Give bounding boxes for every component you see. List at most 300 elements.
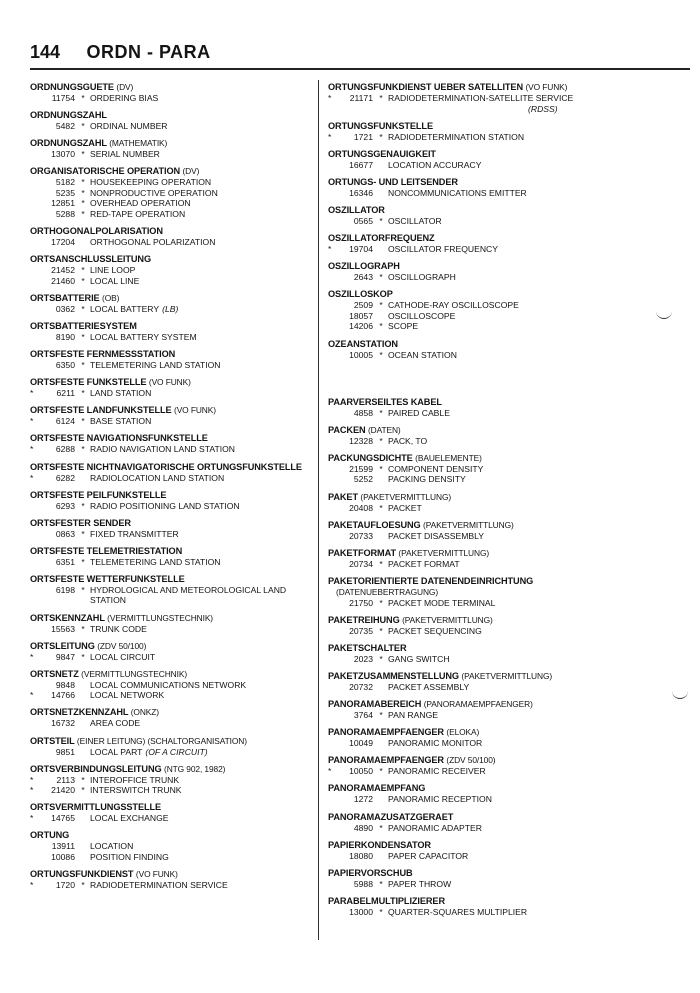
headword-qualifier: (DATENUEBERTRAGUNG) (336, 586, 439, 597)
english-term: RADIO POSITIONING LAND STATION (90, 500, 240, 511)
standard-marker: * (30, 416, 34, 427)
term-number: 10049 (349, 738, 373, 749)
translation-row (30, 177, 330, 188)
translation-row (30, 557, 330, 568)
translation-row (30, 680, 330, 691)
english-term: LOCAL LINE (90, 275, 140, 286)
dictionary-entry (328, 492, 658, 514)
preferred-marker: * (379, 653, 383, 664)
translation-row (328, 766, 658, 777)
headword-text: OSZILLATOR (328, 204, 385, 215)
entry-headword (328, 233, 658, 244)
term-number: 20408 (349, 502, 373, 513)
translation-row (328, 244, 658, 255)
entry-headword (328, 699, 658, 710)
entry-headword (30, 254, 330, 265)
english-term: PAPER CAPACITOR (388, 850, 469, 861)
english-term: FIXED TRANSMITTER (90, 528, 179, 539)
term-number: 18057 (349, 310, 373, 321)
english-term: CATHODE-RAY OSCILLOSCOPE (388, 300, 519, 311)
translation-row (328, 531, 658, 542)
translation-row (30, 276, 330, 287)
term-number: 13000 (349, 906, 373, 917)
term-number: 5988 (353, 878, 373, 889)
translation-row (30, 652, 330, 663)
standard-marker: * (328, 131, 332, 142)
headword-text: ORTSFESTE NICHTNAVIGATORISCHE ORTUNGSFUNKSTELLE (30, 461, 302, 472)
entry-headword (328, 643, 658, 654)
english-term: INTERSWITCH TRUNK (90, 785, 182, 796)
standard-marker: * (30, 774, 34, 785)
translation-row (328, 626, 658, 637)
english-term: TELEMETERING LAND STATION (90, 360, 221, 371)
entry-headword (30, 82, 330, 93)
term-number: 0565 (353, 215, 373, 226)
dictionary-entry (328, 177, 658, 199)
entry-headword (30, 764, 330, 775)
translation-row (30, 198, 330, 209)
standard-marker: * (328, 766, 332, 777)
dictionary-entry (30, 321, 330, 343)
term-number: 13911 (51, 841, 75, 852)
preferred-marker: * (81, 880, 85, 891)
preferred-marker: * (379, 463, 383, 474)
translation-row (328, 851, 658, 862)
translation-row (30, 841, 330, 852)
english-term: PACKET DISASSEMBLY (388, 530, 484, 541)
page-title: ORDN - PARA (86, 42, 211, 62)
translation-row (30, 529, 330, 540)
english-term: GANG SWITCH (388, 653, 450, 664)
term-number: 2113 (56, 774, 75, 785)
entry-headword (30, 405, 330, 416)
english-term: PACKET (388, 502, 422, 513)
entry-headword (328, 755, 658, 766)
headword-text: ORTUNGS- UND LEITSENDER (328, 176, 458, 187)
translation-row (30, 690, 330, 701)
headword-text: PAPIERVORSCHUB (328, 867, 413, 878)
margin-mark (672, 690, 688, 699)
headword-qualifier: (VO FUNK) (174, 405, 216, 416)
translation-row (328, 160, 658, 171)
term-number: 21460 (51, 275, 75, 286)
standard-marker: * (30, 472, 34, 483)
headword-text: PAKET (328, 491, 358, 502)
translation-row (30, 149, 330, 160)
translation-row (328, 93, 658, 104)
preferred-marker: * (379, 906, 383, 917)
dictionary-entry (30, 869, 330, 891)
dictionary-entry (30, 349, 330, 371)
term-abbreviation: (LB) (162, 303, 179, 314)
headword-text: PANORAMAEMPFANG (328, 783, 426, 794)
entry-headword (328, 840, 658, 851)
preferred-marker: * (81, 121, 85, 132)
term-number: 6351 (55, 556, 75, 567)
headword-qualifier: (PAKETVERMITTLUNG) (398, 547, 490, 558)
term-number: 21750 (349, 597, 373, 608)
english-term: PANORAMIC MONITOR (388, 738, 483, 749)
term-number: 5252 (353, 474, 373, 485)
dictionary-entry (328, 896, 658, 918)
preferred-marker: * (81, 556, 85, 567)
margin-mark (656, 310, 672, 319)
headword-text: ORTUNGSGENAUIGKEIT (328, 148, 436, 159)
translation-row (30, 718, 330, 729)
dictionary-entry (30, 166, 330, 219)
term-number: 16677 (349, 159, 373, 170)
term-abbreviation: (OF A CIRCUIT) (145, 746, 208, 757)
term-number: 0863 (55, 528, 75, 539)
english-term: TELEMETERING LAND STATION (90, 556, 221, 567)
entry-headword-continuation (328, 587, 658, 598)
headword-text: ORDNUNGSGUETE (30, 82, 114, 92)
entry-headword (30, 226, 330, 237)
headword-text: ORTSFESTE FERNMESSSTATION (30, 349, 176, 360)
left-column (30, 82, 330, 897)
dictionary-entry (328, 783, 658, 805)
preferred-marker: * (81, 528, 85, 539)
entry-headword (328, 548, 658, 559)
term-number: 9851 (55, 746, 75, 757)
term-abbreviation: (RDSS) (528, 103, 558, 114)
headword-text: PANORAMAZUSATZGERAET (328, 811, 454, 822)
standard-marker: * (30, 690, 34, 701)
preferred-marker: * (81, 198, 85, 209)
preferred-marker: * (379, 407, 383, 418)
english-term: RADIODETERMINATION SERVICE (90, 880, 228, 891)
headword-qualifier: (DATEN) (367, 424, 401, 435)
preferred-marker: * (81, 209, 85, 220)
preferred-marker: * (81, 265, 85, 276)
headword-text: ORTHOGONALPOLARISATION (30, 226, 163, 237)
standard-marker: * (328, 93, 332, 103)
term-number: 20733 (349, 530, 373, 541)
translation-row (30, 360, 330, 371)
dictionary-entry (328, 453, 658, 485)
headword-qualifier: (BAUELEMENTE) (415, 452, 482, 463)
preferred-marker: * (379, 625, 383, 636)
entry-headword (30, 110, 330, 121)
term-number: 19704 (349, 244, 373, 255)
dictionary-entry (328, 840, 658, 862)
headword-qualifier: (ONKZ) (130, 707, 159, 718)
preferred-marker: * (81, 444, 85, 455)
dictionary-entry (30, 613, 330, 635)
english-term: RADIODETERMINATION STATION (388, 131, 525, 142)
entry-headword (30, 349, 330, 360)
term-number: 10050 (349, 766, 373, 777)
term-number: 18080 (349, 850, 373, 861)
entry-headword (328, 671, 658, 682)
headword-text: ORGANISATORISCHE OPERATION (30, 166, 181, 177)
english-term: LOCAL NETWORK (90, 690, 165, 701)
headword-qualifier: (VO FUNK) (525, 82, 568, 92)
dictionary-entry (328, 868, 658, 890)
dictionary-entry (30, 293, 330, 315)
translation-row (328, 907, 658, 918)
standard-marker: * (30, 651, 34, 662)
preferred-marker: * (81, 360, 85, 371)
preferred-marker: * (81, 187, 85, 198)
headword-text: ORTSFESTE FUNKSTELLE (30, 377, 147, 388)
entry-headword (30, 613, 330, 624)
english-term: OCEAN STATION (388, 349, 457, 360)
english-term: AREA CODE (90, 718, 141, 729)
term-number: 21452 (51, 265, 75, 276)
preferred-marker: * (81, 93, 85, 103)
english-term: ORDERING BIAS (90, 93, 159, 103)
english-term: PANORAMIC RECEPTION (388, 794, 492, 805)
term-number: 5182 (55, 177, 75, 188)
term-number: 2509 (353, 300, 373, 311)
english-term: LOCAL CIRCUIT (90, 651, 156, 662)
dictionary-entry (328, 149, 658, 171)
headword-qualifier: (EINER LEITUNG) (SCHALTORGANISATION) (76, 735, 247, 746)
term-number: 20734 (349, 558, 373, 569)
term-number: 21599 (349, 463, 373, 474)
translation-row (328, 710, 658, 721)
translation-row (328, 321, 658, 332)
english-term: HYDROLOGICAL AND METEOROLOGICAL LAND STATION (90, 584, 287, 606)
dictionary-entry (30, 82, 330, 104)
headword-qualifier: (DV) (116, 82, 134, 92)
translation-row-continuation (328, 104, 658, 115)
dictionary-entry (328, 339, 658, 361)
term-number: 6288 (55, 444, 75, 455)
term-number: 10086 (51, 852, 75, 862)
dictionary-entry (30, 462, 330, 484)
entry-headword (328, 576, 658, 587)
preferred-marker: * (379, 321, 383, 332)
preferred-marker: * (81, 584, 85, 595)
headword-qualifier: (MATHEMATIK) (109, 138, 168, 149)
english-term: SERIAL NUMBER (90, 149, 160, 160)
translation-row (328, 823, 658, 834)
dictionary-entry (30, 574, 330, 606)
dictionary-entry (328, 261, 658, 283)
term-number: 21420 (51, 785, 75, 796)
headword-text: PAARVERSEILTES KABEL (328, 396, 442, 407)
translation-row (30, 775, 330, 786)
term-number: 5288 (55, 209, 75, 220)
translation-row (30, 624, 330, 635)
headword-qualifier: (ZDV 50/100) (446, 755, 496, 766)
headword-text: ORDNUNGSZAHL (30, 110, 107, 121)
headword-text: PAKETFORMAT (328, 547, 396, 558)
translation-row (328, 598, 658, 609)
english-term: RADIODETERMINATION-SATELLITE SERVICE (388, 93, 574, 103)
english-term: LINE LOOP (90, 265, 136, 276)
preferred-marker: * (379, 710, 383, 721)
dictionary-entry (328, 289, 658, 332)
entry-headword (30, 518, 330, 529)
entry-headword (30, 641, 330, 652)
translation-row (328, 216, 658, 227)
entry-headword (328, 520, 658, 531)
term-number: 12328 (349, 435, 373, 446)
headword-text: PAKETORIENTIERTE DATENENDEINRICHTUNG (328, 575, 534, 586)
headword-text: ORTSLEITUNG (30, 640, 95, 651)
translation-row (30, 237, 330, 248)
english-term: INTEROFFICE TRUNK (90, 774, 180, 785)
preferred-marker: * (379, 93, 383, 103)
dictionary-entry (30, 226, 330, 248)
english-term: LOCATION ACCURACY (388, 159, 482, 170)
dictionary-entry (30, 433, 330, 455)
entry-headword (30, 546, 330, 557)
headword-text: OZEANSTATION (328, 338, 398, 349)
entry-headword (328, 425, 658, 436)
english-term: PACKET MODE TERMINAL (388, 597, 496, 608)
english-term: TRUNK CODE (90, 623, 147, 634)
translation-row (30, 473, 330, 484)
headword-qualifier: (PAKETVERMITTLUNG) (423, 519, 514, 530)
english-term: PACK, TO (388, 435, 428, 446)
standard-marker: * (30, 880, 34, 891)
headword-qualifier: (OB) (102, 292, 120, 303)
translation-row (30, 813, 330, 824)
preferred-marker: * (379, 597, 383, 608)
term-number: 16732 (51, 718, 75, 729)
term-number: 10005 (349, 349, 373, 360)
term-number: 13070 (51, 149, 75, 160)
term-number: 1720 (55, 880, 75, 891)
english-term: LOCAL EXCHANGE (90, 813, 169, 824)
headword-text: ORTSFESTE TELEMETRIESTATION (30, 545, 183, 556)
entry-headword (328, 82, 658, 93)
preferred-marker: * (81, 500, 85, 511)
english-term: QUARTER-SQUARES MULTIPLIER (388, 906, 528, 917)
english-term: PAPER THROW (388, 878, 452, 889)
term-number: 15563 (51, 623, 75, 634)
entry-headword (30, 574, 330, 585)
entry-headword (328, 397, 658, 408)
preferred-marker: * (379, 300, 383, 311)
english-term: RADIO NAVIGATION LAND STATION (90, 444, 235, 455)
translation-row (30, 332, 330, 343)
preferred-marker: * (379, 502, 383, 513)
headword-text: PACKUNGSDICHTE (328, 452, 413, 463)
headword-text: PAKETZUSAMMENSTELLUNG (328, 671, 459, 682)
translation-row (328, 350, 658, 361)
dictionary-entry (328, 812, 658, 834)
entry-headword (328, 868, 658, 879)
translation-row (30, 747, 330, 758)
headword-qualifier: (VO FUNK) (135, 869, 178, 880)
english-term: NONCOMMUNICATIONS EMITTER (388, 187, 527, 198)
dictionary-entry (328, 699, 658, 721)
term-number: 20732 (349, 682, 373, 693)
section-gap (328, 367, 658, 397)
translation-row (328, 272, 658, 283)
header-rule (30, 68, 690, 70)
english-term: PACKING DENSITY (388, 474, 466, 485)
english-term: COMPONENT DENSITY (388, 463, 484, 474)
entry-headword (328, 205, 658, 216)
headword-text: PAKETREIHUNG (328, 614, 400, 625)
entry-headword (328, 261, 658, 272)
term-number: 5235 (55, 187, 75, 198)
term-number: 5482 (55, 121, 75, 132)
preferred-marker: * (81, 651, 85, 662)
entry-headword (30, 166, 330, 177)
preferred-marker: * (379, 272, 383, 283)
standard-marker: * (30, 813, 34, 824)
term-number: 3764 (353, 710, 373, 721)
headword-text: ORTUNG (30, 830, 70, 841)
dictionary-entry (30, 707, 330, 729)
translation-row (30, 93, 330, 104)
standard-marker: * (30, 388, 34, 399)
translation-row (30, 265, 330, 276)
dictionary-entry (328, 520, 658, 542)
term-number: 4858 (353, 407, 373, 418)
preferred-marker: * (81, 177, 85, 188)
term-number: 14206 (349, 321, 373, 332)
dictionary-entry (328, 671, 658, 693)
dictionary-entry (30, 490, 330, 512)
dictionary-entry (30, 830, 330, 862)
headword-text: ORTSBATTERIESYSTEM (30, 321, 137, 332)
entry-headword (328, 289, 658, 300)
headword-text: PANORAMAEMPFAENGER (328, 727, 444, 738)
headword-text: ORTUNGSFUNKSTELLE (328, 120, 433, 131)
english-term: LAND STATION (90, 388, 152, 399)
preferred-marker: * (379, 349, 383, 360)
english-term: PANORAMIC ADAPTER (388, 822, 482, 833)
headword-text: PAPIERKONDENSATOR (328, 839, 431, 850)
headword-text: ORTSANSCHLUSSLEITUNG (30, 254, 152, 265)
headword-qualifier: (VERMITTLUNGSTECHNIK) (81, 668, 188, 679)
entry-headword (328, 149, 658, 160)
dictionary-entry (328, 205, 658, 227)
preferred-marker: * (379, 215, 383, 226)
english-term: LOCAL BATTERY (90, 303, 160, 314)
english-term: OVERHEAD OPERATION (90, 198, 191, 209)
headword-qualifier: (VO FUNK) (148, 377, 191, 388)
dictionary-entry (328, 425, 658, 447)
headword-text: ORTSKENNZAHL (30, 612, 105, 623)
translation-row (328, 132, 658, 143)
headword-text: PAKETAUFLOESUNG (328, 519, 421, 530)
entry-headword (328, 453, 658, 464)
entry-headword (30, 736, 330, 747)
headword-text: ORDNUNGSZAHL (30, 138, 107, 149)
term-number: 2643 (353, 272, 373, 283)
dictionary-entry (30, 546, 330, 568)
entry-headword (328, 615, 658, 626)
term-number: 8190 (55, 332, 75, 343)
term-number: 14765 (51, 813, 75, 824)
preferred-marker: * (379, 435, 383, 446)
term-number: 16346 (349, 187, 373, 198)
term-number: 17204 (51, 237, 75, 248)
entry-headword (30, 869, 330, 880)
preferred-marker: * (379, 766, 383, 777)
entry-headword (30, 293, 330, 304)
entry-headword (328, 783, 658, 794)
english-term: PANORAMIC RECEIVER (388, 766, 486, 777)
term-number: 9847 (55, 651, 75, 662)
entry-headword (328, 121, 658, 132)
entry-headword (328, 812, 658, 823)
term-number: 0362 (55, 303, 75, 314)
headword-text: ORTSFESTE WETTERFUNKSTELLE (30, 573, 185, 584)
preferred-marker: * (379, 822, 383, 833)
entry-headword (328, 727, 658, 738)
translation-row (30, 501, 330, 512)
